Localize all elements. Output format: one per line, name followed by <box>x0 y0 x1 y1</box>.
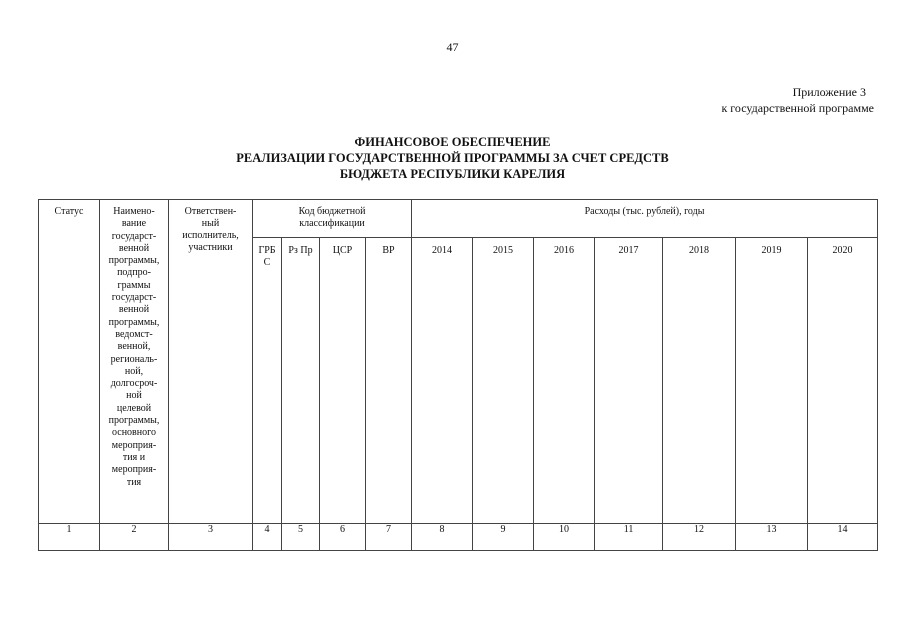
column-number: 9 <box>473 524 534 551</box>
responsible-line: ный <box>201 218 220 229</box>
header-expenses: Расходы (тыс. рублей), годы <box>412 200 878 238</box>
name-line: подпро- <box>117 267 151 279</box>
header-csr: ЦСР <box>320 238 366 524</box>
name-line: программы, <box>108 415 160 427</box>
header-responsible <box>169 200 253 524</box>
name-line: программы, <box>108 316 160 328</box>
page-number: 47 <box>446 40 459 54</box>
header-year-2016: 2016 <box>534 238 595 524</box>
appendix-note <box>721 84 874 116</box>
header-rzpr: Рз Пр <box>282 238 320 524</box>
column-number: 8 <box>412 524 473 551</box>
column-number: 1 <box>39 524 100 551</box>
name-line: государст- <box>111 230 157 242</box>
column-number: 12 <box>663 524 736 551</box>
name-line: долгосроч- <box>110 378 158 390</box>
name-line: граммы <box>117 279 151 291</box>
header-year-2020: 2020 <box>808 238 878 524</box>
name-line: ной <box>126 390 142 402</box>
column-number: 13 <box>736 524 808 551</box>
responsible-line: участники <box>188 242 233 253</box>
appendix-line-2: к государственной программе <box>721 101 874 115</box>
header-year-2015: 2015 <box>473 238 534 524</box>
name-line: целевой <box>116 402 152 414</box>
header-grbs <box>253 238 282 524</box>
name-line: программы, <box>108 255 160 267</box>
column-number: 11 <box>595 524 663 551</box>
header-vr: ВР <box>366 238 412 524</box>
header-year-2017: 2017 <box>595 238 663 524</box>
column-number: 10 <box>534 524 595 551</box>
column-number-row <box>39 524 878 551</box>
title-line-3: БЮДЖЕТА РЕСПУБЛИКИ КАРЕЛИЯ <box>339 167 566 181</box>
name-line: тия и <box>122 451 146 463</box>
budget-code-line: Код бюджетной <box>298 206 366 217</box>
name-line: ной, <box>124 365 144 377</box>
responsible-line: исполнитель, <box>182 230 239 241</box>
header-year-2014: 2014 <box>412 238 473 524</box>
column-number: 3 <box>169 524 253 551</box>
name-line: венной <box>118 304 150 316</box>
name-line: мероприя- <box>111 439 157 451</box>
name-line: мероприя- <box>111 464 157 476</box>
name-line: Наимено- <box>113 206 155 217</box>
name-line: вание <box>121 218 147 230</box>
header-status: Статус <box>39 200 100 524</box>
budget-code-line: классификации <box>299 218 365 229</box>
title-line-1: ФИНАНСОВОЕ ОБЕСПЕЧЕНИЕ <box>354 135 551 149</box>
header-year-2019: 2019 <box>736 238 808 524</box>
header-program-name <box>100 200 169 524</box>
name-line: региональ- <box>110 353 158 365</box>
name-line: тия <box>126 476 142 488</box>
column-number: 14 <box>808 524 878 551</box>
column-number: 4 <box>253 524 282 551</box>
responsible-line: Ответствен- <box>184 206 237 217</box>
name-line: основного <box>112 427 156 439</box>
title-line-2: РЕАЛИЗАЦИИ ГОСУДАРСТВЕННОЙ ПРОГРАММЫ ЗА СЧЕТ СРЕДСТВ <box>236 151 669 165</box>
column-number: 2 <box>100 524 169 551</box>
name-line: ведомст- <box>115 328 153 340</box>
column-number: 6 <box>320 524 366 551</box>
column-number: 5 <box>282 524 320 551</box>
name-line: венной <box>118 242 150 254</box>
name-line: венной, <box>117 341 151 353</box>
header-year-2018: 2018 <box>663 238 736 524</box>
document-title <box>0 134 905 182</box>
header-budget-code <box>253 200 412 238</box>
financing-table <box>38 199 878 551</box>
grbs-line: С <box>263 257 271 268</box>
appendix-line-1: Приложение 3 <box>792 85 866 99</box>
grbs-line: ГРБ <box>258 245 276 256</box>
column-number: 7 <box>366 524 412 551</box>
name-line: государст- <box>111 292 157 304</box>
